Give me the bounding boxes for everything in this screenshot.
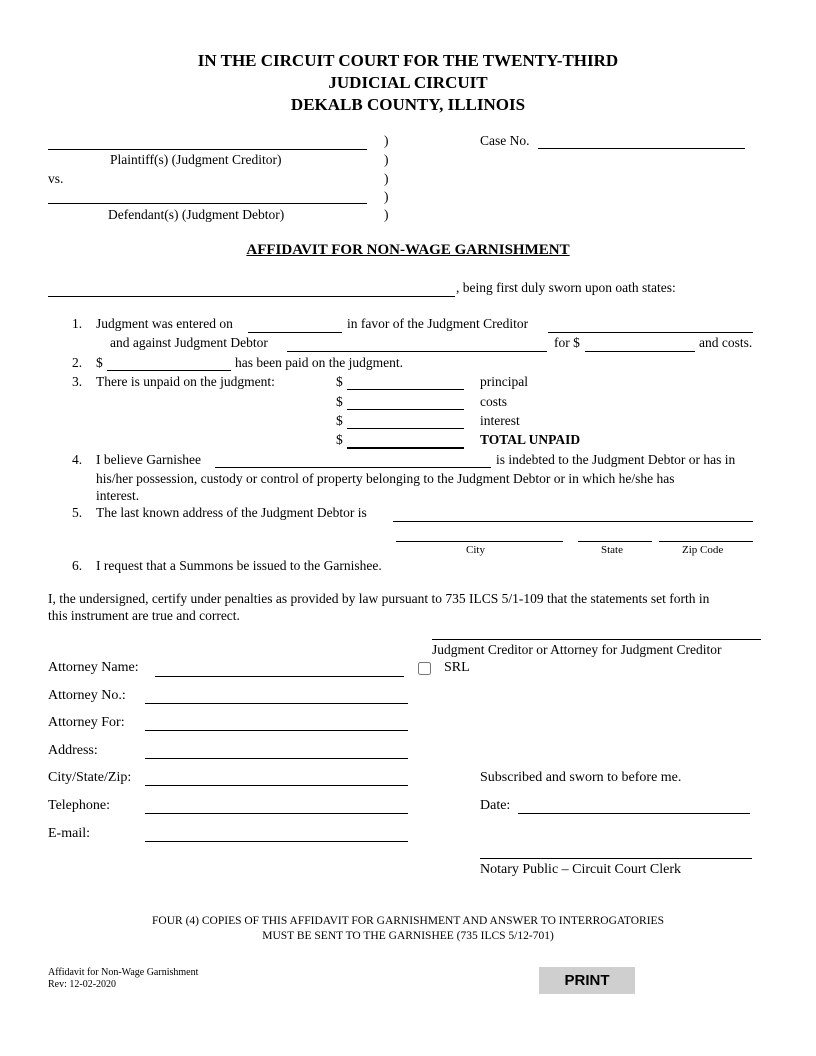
subscribed-text: Subscribed and sworn to before me. (480, 770, 682, 785)
judgment-debtor-field[interactable] (287, 336, 547, 352)
item-1-text: and costs. (699, 335, 753, 350)
debtor-state-field[interactable] (578, 526, 652, 542)
debtor-street-field[interactable] (393, 506, 753, 522)
affidavit-title: AFFIDAVIT FOR NON-WAGE GARNISHMENT (246, 242, 570, 258)
caption-paren: ) (384, 171, 389, 186)
item-4-text: I believe Garnishee (96, 452, 201, 467)
dollar-sign: $ (336, 394, 343, 409)
form-revision: Rev: 12-02-2020 (48, 979, 117, 990)
court-header-line1: IN THE CIRCUIT COURT FOR THE TWENTY-THIRD (197, 51, 619, 70)
email-field[interactable] (145, 826, 408, 842)
item-5-text: The last known address of the Judgment Debtor is (96, 505, 367, 520)
item-6-number: 6. (72, 558, 83, 573)
certification-line1: I, the undersigned, certify under penalties as provided by law pursuant to 735 ILCS 5/1-109 that the statements set forth in (48, 591, 710, 606)
srl-checkbox[interactable] (418, 662, 431, 675)
address-field[interactable] (145, 743, 408, 759)
debtor-city-field[interactable] (396, 526, 563, 542)
garnishee-notice-line2: MUST BE SENT TO THE GARNISHEE (735 ILCS 5/12-701) (262, 930, 554, 942)
attorney-name-field[interactable] (155, 661, 404, 677)
attorney-no-field[interactable] (145, 688, 408, 704)
total-unpaid-label: TOTAL UNPAID (480, 432, 581, 447)
garnishee-field[interactable] (215, 452, 491, 468)
intro-text: , being first duly sworn upon oath states: (456, 280, 676, 295)
dollar-sign: $ (336, 413, 343, 428)
item-5-number: 5. (72, 505, 83, 520)
attorney-no-label: Attorney No.: (48, 688, 126, 703)
defendant-label: Defendant(s) (Judgment Debtor) (108, 207, 285, 222)
court-header-line3: DEKALB COUNTY, ILLINOIS (290, 95, 526, 114)
signature-field[interactable] (432, 624, 761, 640)
judgment-date-field[interactable] (248, 317, 342, 333)
debtor-zip-field[interactable] (659, 526, 753, 542)
srl-label: SRL (444, 660, 470, 675)
case-no-field[interactable] (538, 133, 745, 149)
item-1-text: Judgment was entered on (96, 316, 233, 331)
defendant-field[interactable] (48, 188, 367, 204)
item-6-text: I request that a Summons be issued to the Garnishee. (96, 558, 382, 573)
costs-field[interactable] (347, 394, 464, 410)
vs-label: vs. (48, 171, 64, 186)
form-name: Affidavit for Non-Wage Garnishment (48, 967, 199, 978)
dollar-sign: $ (336, 374, 343, 389)
item-4-text: is indebted to the Judgment Debtor or has in (496, 452, 736, 467)
plaintiff-label: Plaintiff(s) (Judgment Creditor) (110, 152, 282, 167)
telephone-label: Telephone: (48, 798, 110, 813)
attorney-name-label: Attorney Name: (48, 660, 139, 675)
item-3-number: 3. (72, 374, 83, 389)
item-3-text: There is unpaid on the judgment: (96, 374, 275, 389)
item-4-text: his/her possession, custody or control of property belonging to the Judgment Debtor or in which he/she has (96, 471, 675, 486)
item-4-text: interest. (96, 488, 140, 503)
signature-label: Judgment Creditor or Attorney for Judgment Creditor (432, 642, 722, 657)
amount-paid-field[interactable] (107, 355, 231, 371)
court-header-line2: JUDICIAL CIRCUIT (328, 73, 488, 92)
principal-label: principal (480, 374, 528, 389)
garnishee-notice-line1: FOUR (4) COPIES OF THIS AFFIDAVIT FOR GARNISHMENT AND ANSWER TO INTERROGATORIES (152, 915, 664, 927)
notary-signature-field[interactable] (480, 843, 752, 859)
zip-label: Zip Code (682, 544, 724, 556)
caption-paren: ) (384, 207, 389, 222)
dollar-sign: $ (96, 355, 103, 370)
city-state-zip-field[interactable] (145, 770, 408, 786)
address-label: Address: (48, 743, 98, 758)
attorney-for-label: Attorney For: (48, 715, 125, 730)
caption-paren: ) (384, 133, 389, 148)
notary-date-field[interactable] (518, 798, 750, 814)
email-label: E-mail: (48, 826, 90, 841)
plaintiff-field[interactable] (48, 134, 367, 150)
caption-paren: ) (384, 152, 389, 167)
interest-field[interactable] (347, 413, 464, 429)
principal-field[interactable] (347, 374, 464, 390)
notary-label: Notary Public – Circuit Court Clerk (480, 862, 682, 877)
item-1-text: in favor of the Judgment Creditor (347, 316, 529, 331)
attorney-for-field[interactable] (145, 715, 408, 731)
judgment-creditor-field[interactable] (548, 317, 753, 333)
print-button[interactable]: PRINT (539, 967, 635, 994)
total-unpaid-field[interactable] (347, 432, 464, 449)
city-state-zip-label: City/State/Zip: (48, 770, 132, 785)
interest-label: interest (480, 413, 520, 428)
costs-label: costs (480, 394, 507, 409)
dollar-sign: $ (336, 432, 343, 447)
judgment-amount-field[interactable] (585, 336, 695, 352)
item-2-number: 2. (72, 355, 83, 370)
item-1-text: and against Judgment Debtor (110, 335, 268, 350)
city-label: City (466, 544, 485, 556)
item-1-text: for $ (554, 335, 580, 350)
caption-paren: ) (384, 189, 389, 204)
telephone-field[interactable] (145, 798, 408, 814)
item-2-text: has been paid on the judgment. (235, 355, 403, 370)
affiant-name-field[interactable] (48, 281, 455, 297)
certification-line2: this instrument are true and correct. (48, 608, 240, 623)
case-no-label: Case No. (480, 133, 530, 148)
date-label: Date: (480, 798, 511, 813)
item-1-number: 1. (72, 316, 83, 331)
state-label: State (601, 544, 623, 556)
item-4-number: 4. (72, 452, 83, 467)
